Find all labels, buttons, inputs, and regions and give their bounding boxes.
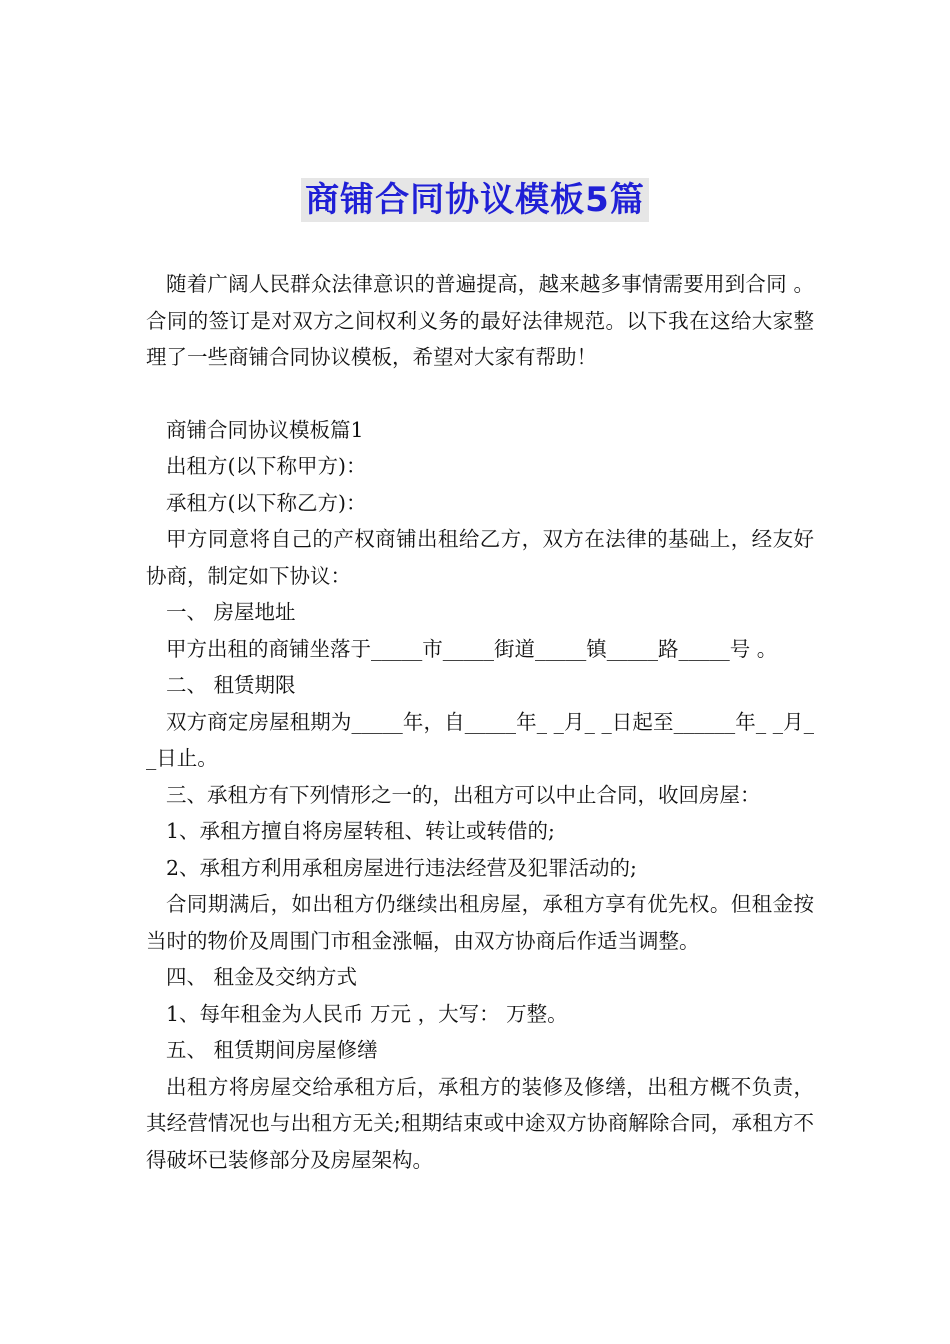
- clause1-text: 甲方出租的商铺坐落于_____市_____街道_____镇_____路_____号 。: [166, 636, 778, 661]
- lessee-line: 承租方(以下称乙方)：: [166, 490, 367, 515]
- document-body: [146, 266, 814, 1178]
- clause4-item1: 1、每年租金为人民币 万元 ，大写： 万整。: [166, 1001, 568, 1026]
- agreement-intro-paragraph: 甲方同意将自己的产权商铺出租给乙方，双方在法律的基础上，经友好协商，制定如下协议：: [146, 527, 814, 588]
- lessor-line: 出租方(以下称甲方)：: [166, 454, 367, 478]
- clause4-title: 四、 租金及交纳方式: [166, 965, 358, 989]
- title-container: [0, 178, 950, 222]
- clause2-text: 双方商定房屋租期为_____年，自_____年_ _月_ _日起至______年_ _月_ _日止。: [146, 709, 814, 770]
- clause2-title: 二、 租赁期限: [166, 673, 296, 697]
- clause5-text: 出租方将房屋交给承租方后，承租方的装修及修缮，出租方概不负责，其经营情况也与出租方无关;租期结束或中途双方协商解除合同，承租方不得破坏已装修部分及房屋架构。: [146, 1074, 814, 1172]
- clause5-title: 五、 租赁期间房屋修缮: [166, 1038, 378, 1062]
- document-title: 商铺合同协议模板5篇: [301, 178, 649, 222]
- section-title: 商铺合同协议模板篇1: [166, 417, 364, 442]
- clause3-text: 合同期满后，如出租方仍继续出租房屋，承租方享有优先权。但租金按当时的物价及周围门市租金涨幅，由双方协商后作适当调整。: [146, 892, 814, 953]
- intro-paragraph: 随着广阔人民群众法律意识的普遍提高，越来越多事情需要用到合同 。 合同的签订是对双方之间权利义务的最好法律规范。以下我在这给大家整理了一些商铺合同协议模板，希望对大家有帮助！: [146, 272, 814, 369]
- clause3-title: 三、承租方有下列情形之一的，出租方可以中止合同，收回房屋：: [166, 782, 761, 807]
- clause1-title: 一、 房屋地址: [166, 600, 296, 624]
- clause3-item1: 1、承租方擅自将房屋转租、转让或转借的;: [166, 819, 555, 843]
- clause3-item2: 2、承租方利用承租房屋进行违法经营及犯罪活动的;: [166, 855, 637, 880]
